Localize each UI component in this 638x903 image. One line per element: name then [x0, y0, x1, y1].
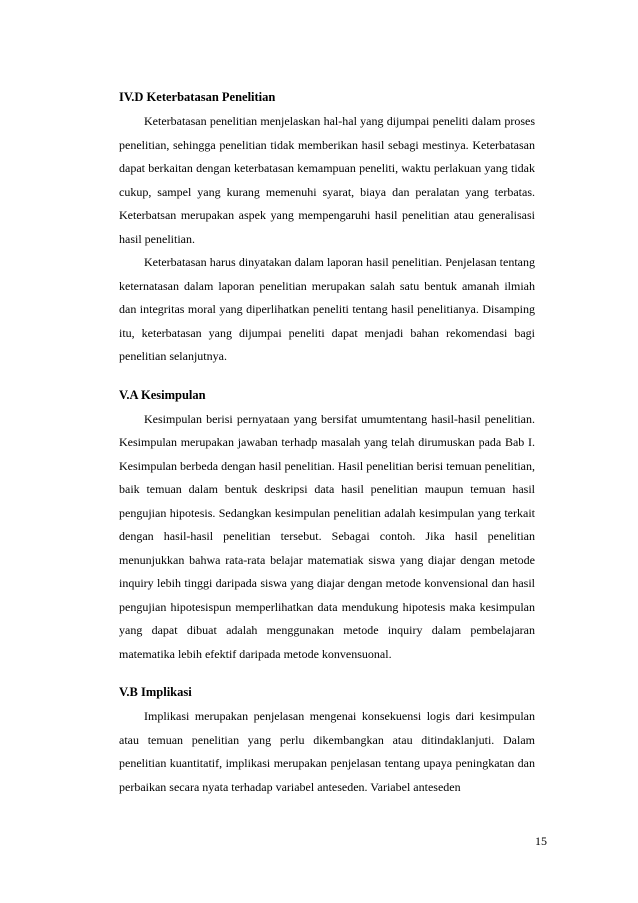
- section-implikasi: [119, 683, 535, 799]
- page-number: 15: [535, 834, 547, 848]
- section-heading: V.B Implikasi: [119, 685, 192, 699]
- paragraph: Keterbatasan harus dinyatakan dalam laporan hasil penelitian. Penjelasan tentang keternatasan dalam laporan penelitian merupakan salah satu bentuk amanah ilmiah dan integritas moral yang diperlihatkan peneliti tentang hasil penelitianya. Disamping itu, keterbatasan yang dijumpai peneliti dapat menjadi bahan rekomendasi bagi penelitian selanjutnya.: [119, 255, 535, 363]
- page-content: [119, 88, 535, 799]
- section-heading: IV.D Keterbatasan Penelitian: [119, 90, 276, 104]
- paragraph: Keterbatasan penelitian menjelaskan hal-hal yang dijumpai peneliti dalam proses penelitian, sehingga penelitian tidak memberikan hasil sebagi mestinya. Keterbatasan dapat berkaitan dengan keterbatasan kemampuan peneliti, waktu perlakuan yang tidak cukup, sampel yang kurang memenuhi syarat, biaya dan peralatan yang terbatas. Keterbatsan merupakan aspek yang mempengaruhi hasil penelitian atau generalisasi hasil penelitian.: [119, 114, 535, 246]
- section-heading: V.A Kesimpulan: [119, 387, 206, 402]
- paragraph: Implikasi merupakan penjelasan mengenai konsekuensi logis dari kesimpulan atau temuan penelitian yang perlu dikembangkan atau ditindaklanjuti. Dalam penelitian kuantitatif, implikasi merupakan penjelasan tentang upaya peningkatan dan perbaikan secara nyata terhadap variabel anteseden. Variabel anteseden: [119, 709, 535, 794]
- section-keterbatasan-penelitian: [119, 88, 535, 369]
- section-kesimpulan: [119, 386, 535, 667]
- paragraph: Kesimpulan berisi pernyataan yang bersifat umumtentang hasil-hasil penelitian. Kesimpulan merupakan jawaban terhadp masalah yang telah dirumuskan pada Bab I. Kesimpulan berbeda dengan hasil penelitian. Hasil penelitian berisi temuan penelitian, baik temuan dalam bentuk deskripsi data hasil penelitian maupun temuan hasil pengujian hipotesis. Sedangkan kesimpulan penelitian adalah kesimpulan yang terkait dengan hasil-hasil penelitian tersebut. Sebagai contoh. Jika hasil penelitian menunjukkan bahwa rata-rata belajar matematiak siswa yang diajar dengan metode inquiry lebih tinggi daripada siswa yang diajar dengan metode konvensional dan hasil pengujian hipotesispun memperlihatkan data mendukung hipotesis maka kesimpulan yang dapat dibuat adalah menggunakan metode inquiry dalam pembelajaran matematika lebih efektif daripada metode konvensuonal.: [119, 411, 535, 661]
